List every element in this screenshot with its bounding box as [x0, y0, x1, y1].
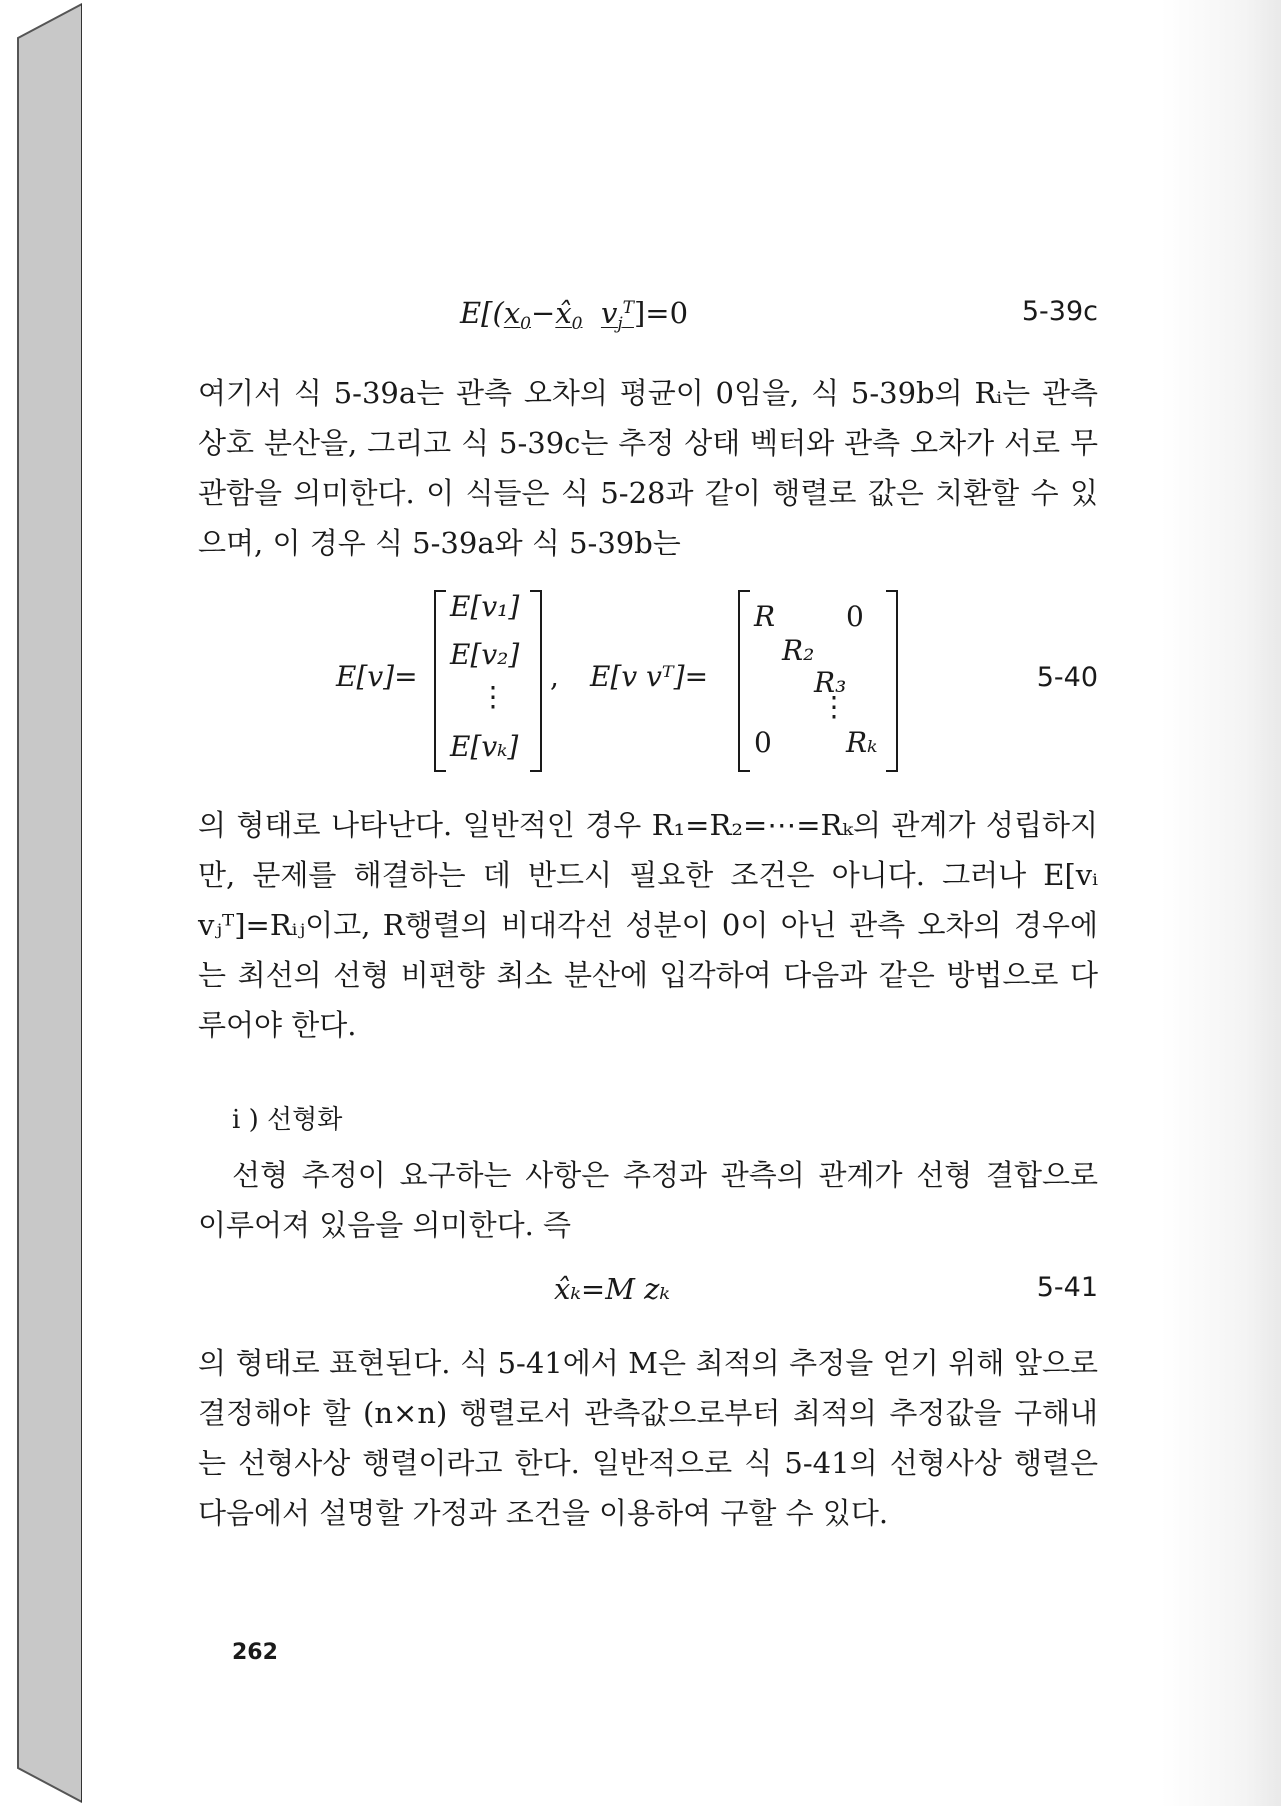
eq40-left-bracket-1 [434, 590, 446, 772]
eq40-diag-4: ⋮ [820, 690, 848, 723]
eq41-expression: x̂ₖ=M zₖ [554, 1272, 670, 1306]
eq40-zero-top: 0 [846, 600, 864, 633]
eq40-col-entry-1: E[v₁] [450, 590, 520, 623]
paragraph-1 [198, 368, 1098, 568]
eq-expectation-prefix: E[( [460, 296, 504, 330]
paragraph-4-text: 의 형태로 표현된다. 식 5-41에서 M은 최적의 추정을 얻기 위해 앞으로 결정해야 할 (n×n) 행렬로서 관측값으로부터 최적의 추정값을 구해내는 선형사상 행렬이라고 한다. 일반적으로 식 5-41의 선형사상 행렬은 다음에서 설명할 가정과 조건을 이용하여 구할 수 있다. [198, 1346, 1098, 1530]
eq40-comma: , [550, 660, 559, 693]
eq-x0-hat: x̂ [555, 296, 572, 330]
paragraph-3-text: 선형 추정이 요구하는 사항은 추정과 관측의 관계가 선형 결합으로 이루어져 있음을 의미한다. 즉 [198, 1158, 1098, 1242]
eq-x0-hat-sub: 0 [571, 314, 583, 334]
eq-x0: x [503, 296, 521, 330]
eq40-right-bracket-2 [886, 590, 898, 772]
eq40-left-bracket-2 [738, 590, 750, 772]
eq-v: v [600, 296, 618, 330]
eq40-col-entry-3: ⋮ [479, 680, 507, 713]
eq40-diag-5: Rₖ [846, 726, 878, 759]
paragraph-4 [198, 1338, 1098, 1538]
eq40-diag-1: R [754, 600, 776, 633]
section-heading: i ) 선형화 [232, 1105, 343, 1135]
page-number: 262 [232, 1640, 278, 1665]
eq40-lhs2: E[v vᵀ]= [590, 660, 709, 693]
equation-number-5-40: 5-40 [1036, 662, 1098, 693]
eq40-lhs1: E[v]= [336, 660, 418, 693]
equation-number-5-39c: 5-39c [1021, 296, 1098, 327]
equation-number-5-41: 5-41 [1036, 1272, 1098, 1303]
eq-x0-sub: 0 [520, 314, 531, 334]
paragraph-2 [198, 800, 1098, 1050]
equation-5-39c [198, 296, 1098, 340]
equation-5-40 [198, 580, 1098, 780]
eq-v-sub: j [617, 314, 623, 334]
paragraph-2-text: 의 형태로 나타난다. 일반적인 경우 R₁=R₂=⋯=Rₖ의 관계가 성립하지만, 문제를 해결하는 데 반드시 필요한 조건은 아니다. 그러나 E[vᵢ vⱼᵀ]=Rᵢⱼ이고, R행렬의 비대각선 성분이 0이 아닌 관측 오차의 경우에는 최선의 선형 비편향 최소 분산에 입각하여 다음과 같은 방법으로 다루어야 한다. [198, 808, 1098, 1042]
book-spine-edge [0, 0, 82, 1806]
eq40-col-entry-2: E[v₂] [450, 638, 520, 671]
paragraph-1-text: 여기서 식 5-39a는 관측 오차의 평균이 0임을, 식 5-39b의 Rᵢ는 관측 상호 분산을, 그리고 식 5-39c는 추정 상태 벡터와 관측 오차가 서로 무관함을 의미한다. 이 식들은 식 5-28과 같이 행렬로 값은 치환할 수 있으며, 이 경우 식 5-39a와 식 5-39b는 [198, 376, 1098, 560]
eq-v-sup: T [622, 298, 634, 318]
eq40-right-bracket-1 [530, 590, 542, 772]
eq40-col-entry-4: E[vₖ] [450, 730, 519, 763]
eq-minus: − [531, 296, 556, 330]
eq-suffix: ]=0 [633, 296, 689, 330]
eq40-zero-bottom: 0 [754, 726, 772, 759]
eq40-diag-2: R₂ [782, 634, 815, 667]
eq40-diag-3: R₃ [814, 666, 847, 699]
equation-5-41 [198, 1272, 1098, 1316]
paragraph-3 [198, 1150, 1098, 1250]
